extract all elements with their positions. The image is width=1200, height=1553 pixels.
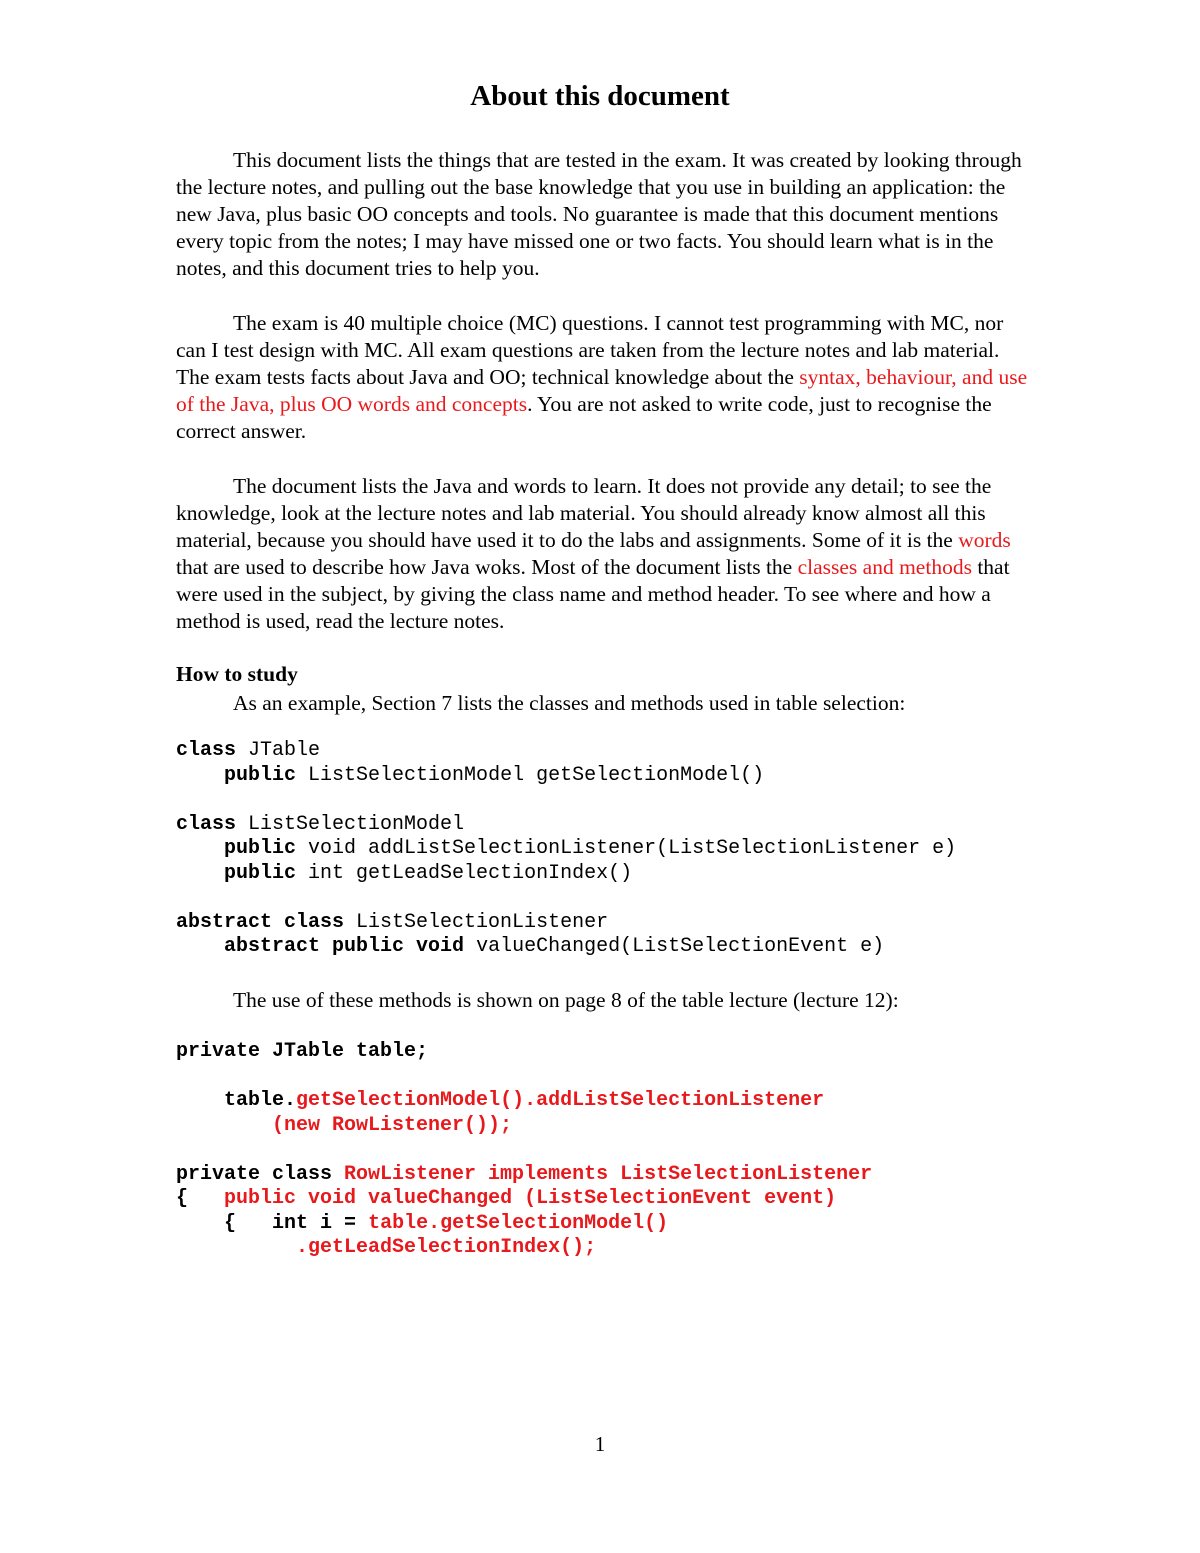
code-block-api (176, 739, 956, 960)
code-text: { (176, 1187, 189, 1210)
code-highlight: (new RowListener()); (272, 1113, 513, 1137)
code-highlight: .getLeadSelectionIndex(); (296, 1236, 597, 1259)
code-text: JTable (236, 739, 321, 762)
code-text: void addListSelectionListener(ListSelectionListener e) (296, 837, 957, 860)
code-block-usage (176, 1040, 872, 1261)
code-keyword: class (176, 739, 237, 762)
paragraph-exam-text-a: The exam is 40 multiple choice (MC) questions. I cannot test programming with MC, nor can I test design with MC. All exam questions are taken from the lecture notes and lab material. The exam tests facts about Java and OO; technical knowledge about the (176, 311, 1004, 389)
code-text: ListSelectionModel (236, 812, 465, 836)
example-intro: As an example, Section 7 lists the classes and methods used in table selection: (233, 691, 906, 715)
code-line: private JTable table; (176, 1040, 429, 1063)
paragraph-document (176, 473, 1032, 635)
code-text: ListSelectionModel getSelectionModel() (296, 763, 765, 787)
code-keyword: abstract class (176, 910, 345, 934)
highlight-words: words (958, 528, 1011, 552)
code-text: table. (224, 1089, 297, 1112)
code-highlight: RowListener implements ListSelectionListener (344, 1162, 873, 1186)
code-highlight: public void valueChanged (ListSelectionEvent event) (224, 1187, 837, 1210)
code-keyword: public (224, 837, 297, 860)
paragraph-intro-text: This document lists the things that are tested in the exam. It was created by looking through the lecture notes, and pulling out the base knowledge that you use in building an application: the new Java, plus basic OO concepts and tools. No guarantee is made that this document mentions every topic from the notes; I may have missed one or two facts. You should learn what is in the notes, and this document tries to help you. (176, 148, 1022, 280)
section-heading: How to study (176, 662, 298, 686)
page-title: About this document (470, 80, 730, 112)
usage-text: The use of these methods is shown on page 8 of the table lecture (lecture 12): (233, 988, 899, 1012)
code-text: int i = (272, 1211, 369, 1235)
paragraph-exam (176, 310, 1032, 445)
paragraph-exam-text-b: . You are not asked to write code, just to recognise the correct answer. (176, 392, 992, 443)
code-text: { (224, 1211, 237, 1235)
page-number: 1 (594, 1432, 606, 1456)
paragraph-intro (176, 147, 1032, 282)
code-keyword: public (224, 763, 297, 787)
paragraph-document-text-c: that were used in the subject, by giving the class name and method header. To see where and how a method is used, read the lecture notes. (176, 555, 1010, 633)
paragraph-document-text-a: The document lists the Java and words to learn. It does not provide any detail; to see the knowledge, look at the lecture notes and lab material. You should already know almost all this material, because you should have used it to do the labs and assignments. Some of it is the (176, 474, 992, 552)
code-highlight: getSelectionModel().addListSelectionListener (296, 1089, 825, 1112)
code-highlight: table.getSelectionModel() (368, 1211, 669, 1235)
code-keyword: class (176, 812, 237, 836)
code-keyword: public (224, 861, 297, 885)
code-text: private class (176, 1162, 345, 1186)
code-text: ListSelectionListener (344, 910, 609, 934)
highlight-syntax: syntax, behaviour, and use of the Java, plus OO words and concepts (176, 365, 1028, 416)
paragraph-document-text-b: that are used to describe how Java woks. Most of the document lists the (176, 555, 798, 579)
code-text: int getLeadSelectionIndex() (296, 861, 633, 885)
highlight-classes-methods: classes and methods (797, 555, 972, 579)
code-keyword: abstract public void (224, 935, 465, 958)
code-text: valueChanged(ListSelectionEvent e) (464, 935, 885, 958)
